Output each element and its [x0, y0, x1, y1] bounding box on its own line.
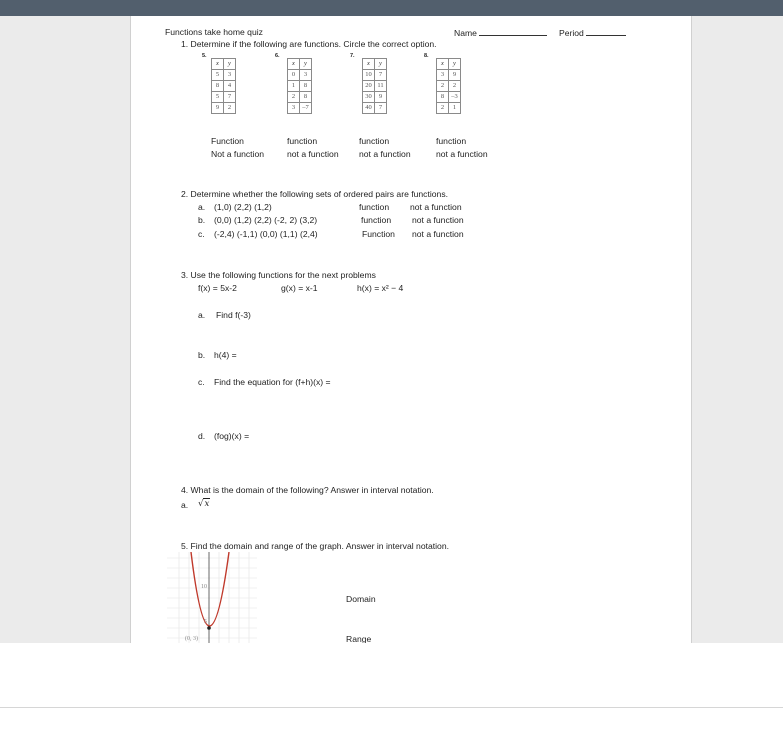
function-table [287, 58, 312, 114]
q2-set: (0,0) (1,2) (2,2) (-2, 2) (3,2) [214, 215, 318, 225]
q3-b-label: b. [198, 350, 206, 360]
q2-item-label: b. [198, 215, 206, 225]
table-number: 8. [424, 53, 429, 59]
option-function[interactable]: Function [362, 229, 395, 239]
table-cell: 7 [375, 103, 387, 114]
sqrt-expression [198, 499, 210, 509]
table-cell: 9 [212, 103, 224, 114]
table-cell: 40 [363, 103, 375, 114]
viewer-toolbar [0, 0, 783, 16]
vertex-label: (0, 3) [185, 636, 198, 642]
q3-d-label: d. [198, 431, 206, 441]
table-cell: 2 [437, 103, 449, 114]
document-page [130, 16, 692, 643]
table-cell: 3 [300, 70, 312, 81]
table-header: y [375, 59, 387, 70]
q4-a-label: a. [181, 500, 189, 510]
table-cell: 8 [212, 81, 224, 92]
option-function[interactable]: function [359, 136, 390, 146]
table-cell: –3 [449, 92, 461, 103]
table-cell: 0 [288, 70, 300, 81]
table-cell: 2 [288, 92, 300, 103]
quiz-title: Functions take home quiz [165, 27, 263, 37]
q3-c-label: c. [198, 377, 205, 387]
table-header: x [437, 59, 449, 70]
q3-prompt: 3. Use the following functions for the next problems [181, 270, 376, 280]
option-not-function[interactable]: not a function [412, 229, 464, 239]
table-cell: 30 [363, 92, 375, 103]
name-label: Name [454, 28, 477, 38]
table-cell: 10 [363, 70, 375, 81]
q3-b: h(4) = [214, 350, 237, 360]
table-cell: 2 [449, 81, 461, 92]
table-cell: –7 [300, 103, 312, 114]
table-cell: 1 [449, 103, 461, 114]
table-cell: 8 [300, 92, 312, 103]
y-tick-label: 10 [201, 584, 207, 590]
table-cell: 2 [437, 81, 449, 92]
table-cell: 7 [375, 70, 387, 81]
table-cell: 3 [224, 70, 236, 81]
table-cell: 11 [375, 81, 387, 92]
q2-item-label: a. [198, 202, 206, 212]
table-header: x [212, 59, 224, 70]
q3-c: Find the equation for (f+h)(x) = [214, 377, 331, 387]
option-not-function[interactable]: not a function [410, 202, 462, 212]
q1-prompt: 1. Determine if the following are functions. Circle the correct option. [181, 39, 437, 49]
function-g: g(x) = x-1 [281, 283, 318, 293]
function-f: f(x) = 5x-2 [198, 283, 237, 293]
table-cell: 7 [224, 92, 236, 103]
option-not-function[interactable]: not a function [359, 149, 411, 159]
name-field [454, 27, 547, 38]
q3-a: Find f(-3) [216, 310, 251, 320]
table-header: y [224, 59, 236, 70]
parabola-curve [191, 552, 229, 626]
domain-label: Domain [346, 594, 376, 604]
period-field [559, 27, 626, 38]
graph-grid [167, 552, 257, 643]
document-viewer[interactable] [0, 16, 783, 643]
range-label: Range [346, 634, 372, 643]
q5-prompt: 5. Find the domain and range of the graph. Answer in interval notation. [181, 541, 450, 551]
table-cell: 9 [375, 92, 387, 103]
q4-prompt: 4. What is the domain of the following? Answer in interval notation. [181, 485, 434, 495]
q3-d: (fog)(x) = [214, 431, 250, 441]
table-cell: 1 [288, 81, 300, 92]
bottom-divider [0, 707, 783, 708]
table-cell: 8 [300, 81, 312, 92]
option-function[interactable]: function [361, 215, 392, 225]
parabola-graph [167, 552, 257, 643]
q2-prompt: 2. Determine whether the following sets of ordered pairs are functions. [181, 189, 449, 199]
table-header: x [363, 59, 375, 70]
table-cell: 5 [212, 70, 224, 81]
vertex-point [207, 626, 211, 630]
function-table [211, 58, 236, 114]
period-label: Period [559, 28, 584, 38]
table-cell: 3 [288, 103, 300, 114]
table-cell: 20 [363, 81, 375, 92]
option-not-function[interactable]: not a function [412, 215, 464, 225]
option-function[interactable]: Function [211, 136, 244, 146]
table-header: y [449, 59, 461, 70]
table-header: x [288, 59, 300, 70]
q2-item-label: c. [198, 229, 205, 239]
graph-svg [167, 552, 257, 643]
option-not-function[interactable]: Not a function [211, 149, 265, 159]
name-blank [479, 27, 547, 36]
radicand: x [204, 499, 210, 509]
table-cell: 2 [224, 103, 236, 114]
option-function[interactable]: function [287, 136, 318, 146]
function-h: h(x) = x² − 4 [357, 283, 404, 293]
q2-set: (1,0) (2,2) (1,2) [214, 202, 272, 212]
q3-a-label: a. [198, 310, 206, 320]
table-number: 6. [275, 53, 280, 59]
option-not-function[interactable]: not a function [287, 149, 339, 159]
function-table [362, 58, 387, 114]
function-table [436, 58, 461, 114]
y-tick-label: 5 [204, 619, 207, 625]
option-function[interactable]: function [359, 202, 390, 212]
table-number: 5. [202, 53, 207, 59]
q2-set: (-2,4) (-1,1) (0,0) (1,1) (2,4) [214, 229, 318, 239]
table-cell: 4 [224, 81, 236, 92]
period-blank [586, 27, 626, 36]
sqrt-symbol: √ [198, 499, 204, 509]
table-cell: 3 [437, 70, 449, 81]
option-not-function[interactable]: not a function [436, 149, 488, 159]
table-cell: 8 [437, 92, 449, 103]
option-function[interactable]: function [436, 136, 467, 146]
table-cell: 9 [449, 70, 461, 81]
table-header: y [300, 59, 312, 70]
table-cell: 5 [212, 92, 224, 103]
table-number: 7. [350, 53, 355, 59]
